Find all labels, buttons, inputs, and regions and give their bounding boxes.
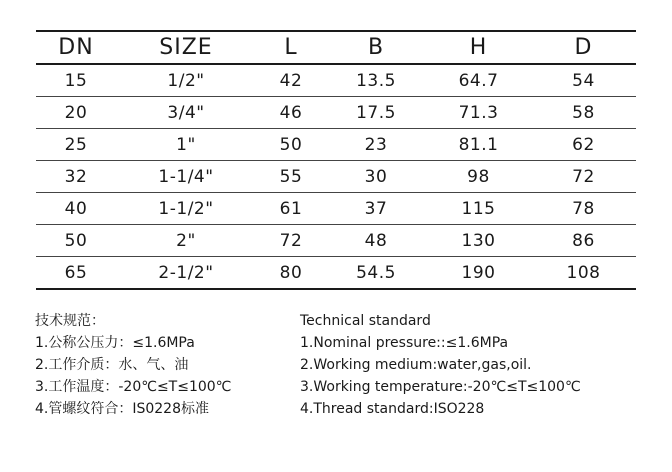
english-note-line: 4.Thread standard:ISO228	[300, 401, 485, 417]
header-h: H	[469, 35, 488, 60]
cell-dn: 65	[64, 262, 88, 283]
english-note-line: 1.Nominal pressure::≤1.6MPa	[300, 335, 509, 351]
spec-table	[36, 30, 636, 290]
table-row	[36, 161, 636, 193]
cell-l: 80	[279, 262, 303, 283]
table-row	[36, 97, 636, 129]
cell-dn: 40	[64, 198, 88, 219]
cell-h: 81.1	[458, 134, 499, 155]
cell-h: 115	[461, 198, 496, 219]
cell-size: 1"	[176, 134, 196, 155]
cell-size: 2"	[176, 230, 196, 251]
cell-b: 17.5	[356, 102, 396, 123]
chinese-note-line: 4.管螺纹符合：IS0228标准	[35, 401, 210, 417]
english-note-line: 2.Working medium:water,gas,oil.	[300, 357, 532, 373]
cell-d: 86	[572, 230, 595, 251]
cell-dn: 50	[64, 230, 88, 251]
cell-d: 108	[566, 262, 601, 283]
cell-l: 50	[279, 134, 303, 155]
header-l: L	[284, 35, 298, 60]
cell-b: 48	[364, 230, 388, 251]
table-body	[36, 64, 636, 289]
cell-b: 13.5	[356, 70, 396, 91]
cell-d: 78	[572, 198, 595, 219]
cell-d: 54	[572, 70, 595, 91]
cell-l: 55	[279, 166, 303, 187]
cell-d: 58	[572, 102, 595, 123]
cell-dn: 20	[64, 102, 88, 123]
cell-h: 98	[467, 166, 490, 187]
table-row	[36, 225, 636, 257]
chinese-note-line: 2.工作介质：水、气、油	[35, 357, 189, 373]
cell-dn: 15	[64, 70, 88, 91]
cell-size: 1-1/4"	[158, 166, 214, 187]
chinese-notes-title: 技术规范：	[35, 313, 105, 329]
chinese-note-line: 3.工作温度：-20℃≤T≤100℃	[35, 379, 232, 395]
header-b: B	[367, 35, 385, 60]
cell-l: 61	[279, 198, 303, 219]
cell-size: 1-1/2"	[158, 198, 214, 219]
table-row	[36, 257, 636, 290]
english-spec-notes	[300, 310, 581, 420]
cell-b: 37	[364, 198, 388, 219]
cell-size: 3/4"	[167, 102, 205, 123]
cell-b: 23	[364, 134, 388, 155]
header-row	[36, 31, 636, 64]
cell-b: 54.5	[356, 262, 396, 283]
english-note-line: 3.Working temperature:-20℃≤T≤100℃	[300, 379, 581, 395]
header-dn: DN	[58, 35, 94, 60]
cell-l: 46	[279, 102, 303, 123]
cell-h: 190	[461, 262, 496, 283]
cell-size: 2-1/2"	[158, 262, 214, 283]
cell-d: 62	[572, 134, 595, 155]
cell-b: 30	[364, 166, 388, 187]
cell-l: 72	[279, 230, 303, 251]
table-row	[36, 193, 636, 225]
cell-size: 1/2"	[167, 70, 205, 91]
cell-h: 130	[461, 230, 496, 251]
table-row	[36, 129, 636, 161]
english-notes-title: Technical standard	[300, 313, 431, 329]
cell-d: 72	[572, 166, 595, 187]
cell-dn: 25	[64, 134, 88, 155]
chinese-note-line: 1.公称公压力：≤1.6MPa	[35, 335, 195, 351]
table-header	[36, 31, 636, 64]
header-d: D	[574, 35, 593, 60]
cell-l: 42	[279, 70, 303, 91]
chinese-spec-notes	[35, 310, 231, 420]
cell-h: 71.3	[458, 102, 499, 123]
table-row	[36, 64, 636, 97]
cell-dn: 32	[64, 166, 88, 187]
cell-h: 64.7	[458, 70, 499, 91]
header-size: SIZE	[159, 35, 213, 60]
